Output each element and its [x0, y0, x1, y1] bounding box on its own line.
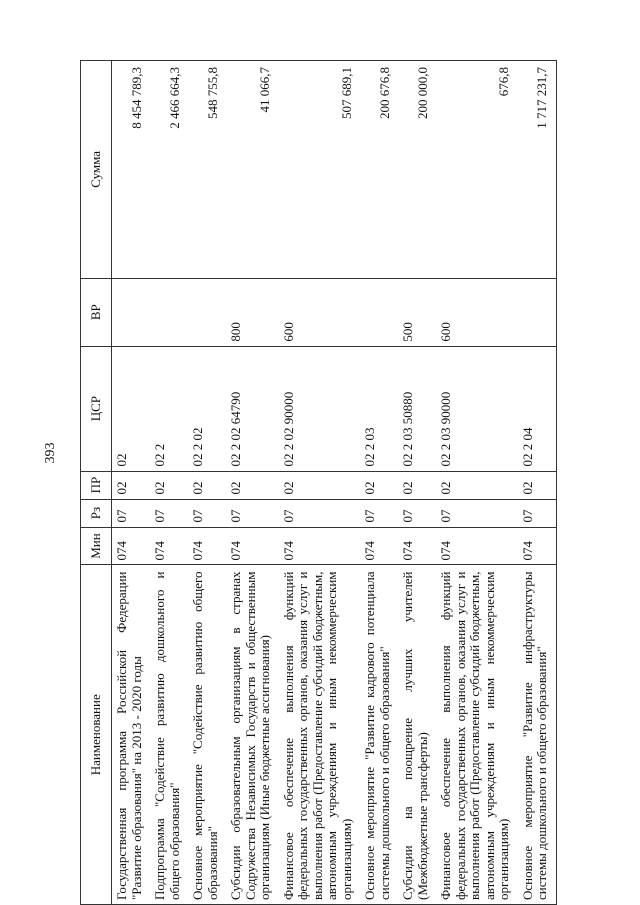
table-body [112, 61, 557, 905]
cell-sum: 200 676,8 [360, 61, 398, 279]
cell-min: 074 [436, 527, 518, 565]
cell-sum: 676,8 [436, 61, 518, 279]
header-sum: Сумма [81, 61, 112, 279]
cell-name: Субсидии образовательным организациям в странах Содружества Независимых Государств и общественным организациям (Иные бюджетные ассигнования) [226, 565, 279, 905]
cell-min: 074 [360, 527, 398, 565]
cell-vr [112, 278, 151, 346]
cell-min: 074 [398, 527, 436, 565]
cell-name: Финансовое обеспечение выполнения функций федеральных государственных органов, оказания услуг и выполнения работ (Предоставление субсидий бюджетным, автономным учреждениям и иным некоммерческим организациям) [279, 565, 361, 905]
cell-csr: 02 2 03 [360, 346, 398, 471]
header-rz: Рз [81, 499, 112, 527]
cell-name: Основное мероприятие "Развитие инфраструктуры системы дошкольного и общего образования" [518, 565, 557, 905]
cell-csr: 02 [112, 346, 151, 471]
cell-vr [518, 278, 557, 346]
header-min: Мин [81, 527, 112, 565]
table-row [226, 61, 279, 905]
cell-csr: 02 2 [150, 346, 188, 471]
table-row [150, 61, 188, 905]
cell-vr [150, 278, 188, 346]
cell-csr: 02 2 03 90000 [436, 346, 518, 471]
table-row [188, 61, 226, 905]
cell-sum: 8 454 789,3 [112, 61, 151, 279]
table-row [436, 61, 518, 905]
cell-sum: 200 000,0 [398, 61, 436, 279]
budget-table [80, 60, 557, 905]
cell-rz: 07 [279, 499, 361, 527]
cell-pr: 02 [518, 471, 557, 499]
cell-name: Основное мероприятие "Развитие кадрового потенциала системы дошкольного и общего образования" [360, 565, 398, 905]
cell-sum: 2 466 664,3 [150, 61, 188, 279]
cell-vr: 600 [436, 278, 518, 346]
cell-pr: 02 [436, 471, 518, 499]
cell-rz: 07 [188, 499, 226, 527]
cell-name: Подпрограмма "Содействие развитию дошкольного и общего образования" [150, 565, 188, 905]
cell-vr: 500 [398, 278, 436, 346]
cell-pr: 02 [398, 471, 436, 499]
cell-rz: 07 [436, 499, 518, 527]
budget-table-rotated [80, 60, 595, 905]
cell-vr [188, 278, 226, 346]
header-csr: ЦСР [81, 346, 112, 471]
cell-rz: 07 [112, 499, 151, 527]
cell-name: Государственная программа Российской Федерации "Развитие образования" на 2013 - 2020 годы [112, 565, 151, 905]
cell-sum: 548 755,8 [188, 61, 226, 279]
cell-pr: 02 [150, 471, 188, 499]
cell-min: 074 [150, 527, 188, 565]
cell-name: Субсидии на поощрение лучших учителей (Межбюджетные трансферты) [398, 565, 436, 905]
cell-rz: 07 [518, 499, 557, 527]
cell-csr: 02 2 02 64790 [226, 346, 279, 471]
header-pr: ПР [81, 471, 112, 499]
cell-sum: 41 066,7 [226, 61, 279, 279]
cell-sum: 1 717 231,7 [518, 61, 557, 279]
cell-name: Основное мероприятие "Содействие развитию общего образования" [188, 565, 226, 905]
cell-name: Финансовое обеспечение выполнения функций федеральных государственных органов, оказания услуг и выполнения работ (Предоставление субсидий бюджетным, автономным учреждениям и иным некоммерческим организациям) [436, 565, 518, 905]
cell-pr: 02 [360, 471, 398, 499]
table-row [279, 61, 361, 905]
cell-vr: 600 [279, 278, 361, 346]
cell-pr: 02 [226, 471, 279, 499]
cell-pr: 02 [279, 471, 361, 499]
header-vr: ВР [81, 278, 112, 346]
table-row [360, 61, 398, 905]
cell-pr: 02 [188, 471, 226, 499]
cell-min: 074 [188, 527, 226, 565]
cell-rz: 07 [360, 499, 398, 527]
cell-vr [360, 278, 398, 346]
cell-min: 074 [112, 527, 151, 565]
cell-sum: 507 689,1 [279, 61, 361, 279]
cell-rz: 07 [226, 499, 279, 527]
header-name: Наименование [81, 565, 112, 905]
cell-min: 074 [518, 527, 557, 565]
cell-min: 074 [279, 527, 361, 565]
table-header-row [81, 61, 112, 905]
cell-pr: 02 [112, 471, 151, 499]
table-row [112, 61, 151, 905]
cell-csr: 02 2 04 [518, 346, 557, 471]
cell-csr: 02 2 02 [188, 346, 226, 471]
table-row [398, 61, 436, 905]
cell-csr: 02 2 02 90000 [279, 346, 361, 471]
page-number: 393 [43, 442, 58, 464]
cell-vr: 800 [226, 278, 279, 346]
cell-csr: 02 2 03 50880 [398, 346, 436, 471]
cell-rz: 07 [398, 499, 436, 527]
cell-rz: 07 [150, 499, 188, 527]
table-row [518, 61, 557, 905]
cell-min: 074 [226, 527, 279, 565]
